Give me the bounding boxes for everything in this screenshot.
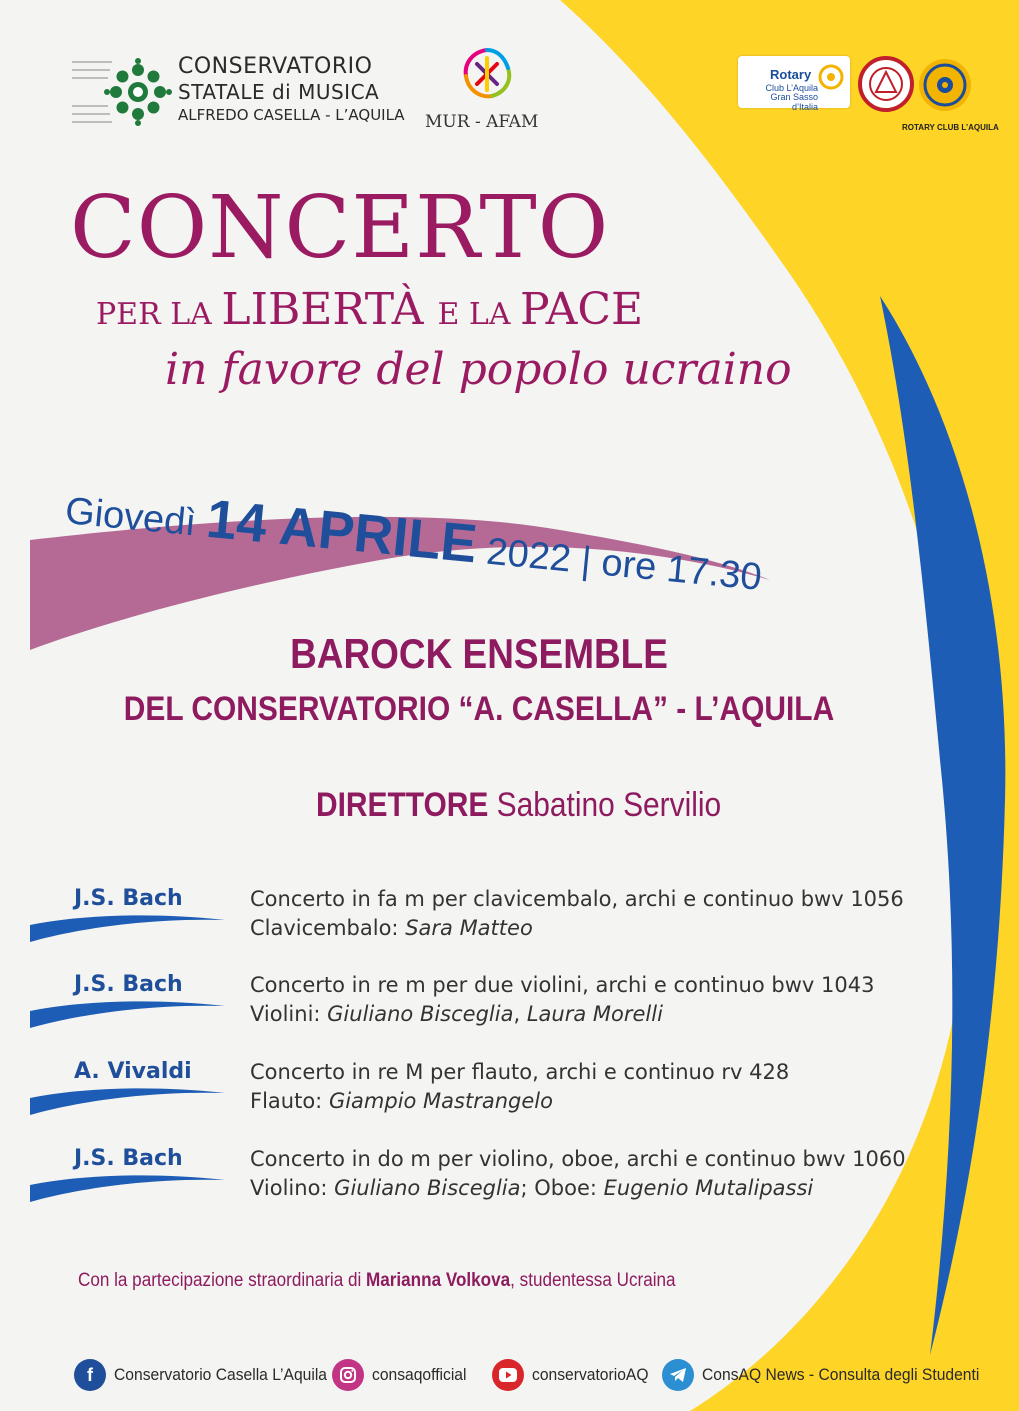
performer-name: Sara Matteo [405,916,533,940]
archeoclub-logo-icon [858,56,914,112]
youtube-label: conservatorioAQ [532,1365,649,1384]
title-word-liberta: LIBERTÀ [221,284,438,335]
title-subtitle: in favore del popolo ucraino [165,344,792,395]
performer-name-2: Laura Morelli [526,1002,663,1026]
performer-name: Giuliano Bisceglia [327,1002,514,1026]
director [316,786,721,825]
mur-afam-logo [452,40,522,108]
performer-label: Violino: [250,1176,335,1200]
event-year-time: 2022 | ore 17.30 [474,529,764,599]
program-composer: J.S. Bach [74,972,183,997]
rotary-title: Rotary [770,67,812,82]
rotary-subtitle [750,84,818,112]
facebook-label: Conservatorio Casella L’Aquila [114,1365,328,1384]
rotary-sub-line1: Club L’Aquila [765,83,818,93]
performer-label: Flauto: [250,1089,329,1113]
special-prefix: Con la partecipazione straordinaria di [78,1270,367,1291]
mur-afam-label: MUR - AFAM [425,112,539,132]
conservatorio-logo [72,56,172,128]
instagram-label: consaqofficial [372,1365,467,1384]
telegram-label: ConsAQ News - Consulta degli Studenti [702,1365,980,1384]
program-composer: J.S. Bach [74,1146,183,1171]
event-date-main: 14 APRILE [204,488,480,575]
ensemble-affiliation: DEL CONSERVATORIO “A. CASELLA” - L’AQUILA [123,690,835,728]
conservatorio-line2: STATALE di MUSICA [178,80,380,104]
conservatorio-line1: CONSERVATORIO [178,54,373,79]
youtube-icon [492,1359,524,1391]
special-guest-name: Marianna Volkova [366,1270,511,1291]
telegram-icon [662,1359,694,1391]
rotary-club-label: ROTARY CLUB L’AQUILA [902,123,999,132]
rotary-wheel-icon [916,56,974,114]
performer-name-2: Eugenio Mutalipassi [603,1176,814,1200]
footer-youtube[interactable] [492,1359,659,1391]
program-performers [250,1176,813,1200]
special-guest-note [78,1270,676,1292]
rotary-sub-line2: Gran Sasso d’Italia [770,92,818,112]
director-name: Sabatino Servilio [488,786,722,824]
performer-label: Violini: [250,1002,328,1026]
performer-name: Giuliano Bisceglia [334,1176,521,1200]
director-label: DIRETTORE [316,786,489,824]
program-piece: Concerto in re m per due violini, archi e continuo bwv 1043 [250,973,875,997]
footer-telegram[interactable] [662,1359,1003,1391]
performer-name: Giampio Mastrangelo [328,1089,553,1113]
program-piece: Concerto in do m per violino, oboe, archi e continuo bwv 1060 [250,1147,906,1171]
footer-instagram[interactable] [332,1359,475,1391]
performer-separator: ; Oboe: [520,1176,604,1200]
conservatorio-line3: ALFREDO CASELLA - L’AQUILA [178,106,405,124]
special-suffix: , studentessa Ucraina [510,1270,676,1291]
program-performers [250,1089,553,1113]
rotary-wheel-small-icon [818,64,844,90]
conservatorio-emblem-icon [72,56,172,128]
title-concerto: CONCERTO [70,178,610,278]
program-composer: J.S. Bach [74,886,183,911]
instagram-icon [332,1359,364,1391]
performer-label: Clavicembalo: [250,916,406,940]
program-performers [250,1002,663,1026]
title-word-e-la: E LA [437,297,521,332]
title-word-pace: PACE [520,284,644,335]
program-piece: Concerto in re M per flauto, archi e continuo rv 428 [250,1060,790,1084]
event-day: Giovedì [63,490,209,546]
facebook-icon: f [74,1359,106,1391]
program-composer: A. Vivaldi [74,1059,192,1084]
ensemble-name: BAROCK ENSEMBLE [290,630,668,677]
title-liberta-pace [96,284,643,335]
program-performers [250,916,533,940]
title-word-per-la: PER LA [96,297,222,332]
footer-facebook[interactable] [74,1359,346,1391]
conservatorio-name [178,56,405,123]
program-piece: Concerto in fa m per clavicembalo, archi e continuo bwv 1056 [250,887,904,911]
mur-afam-emblem-icon [452,40,522,108]
performer-separator: , [513,1002,527,1026]
